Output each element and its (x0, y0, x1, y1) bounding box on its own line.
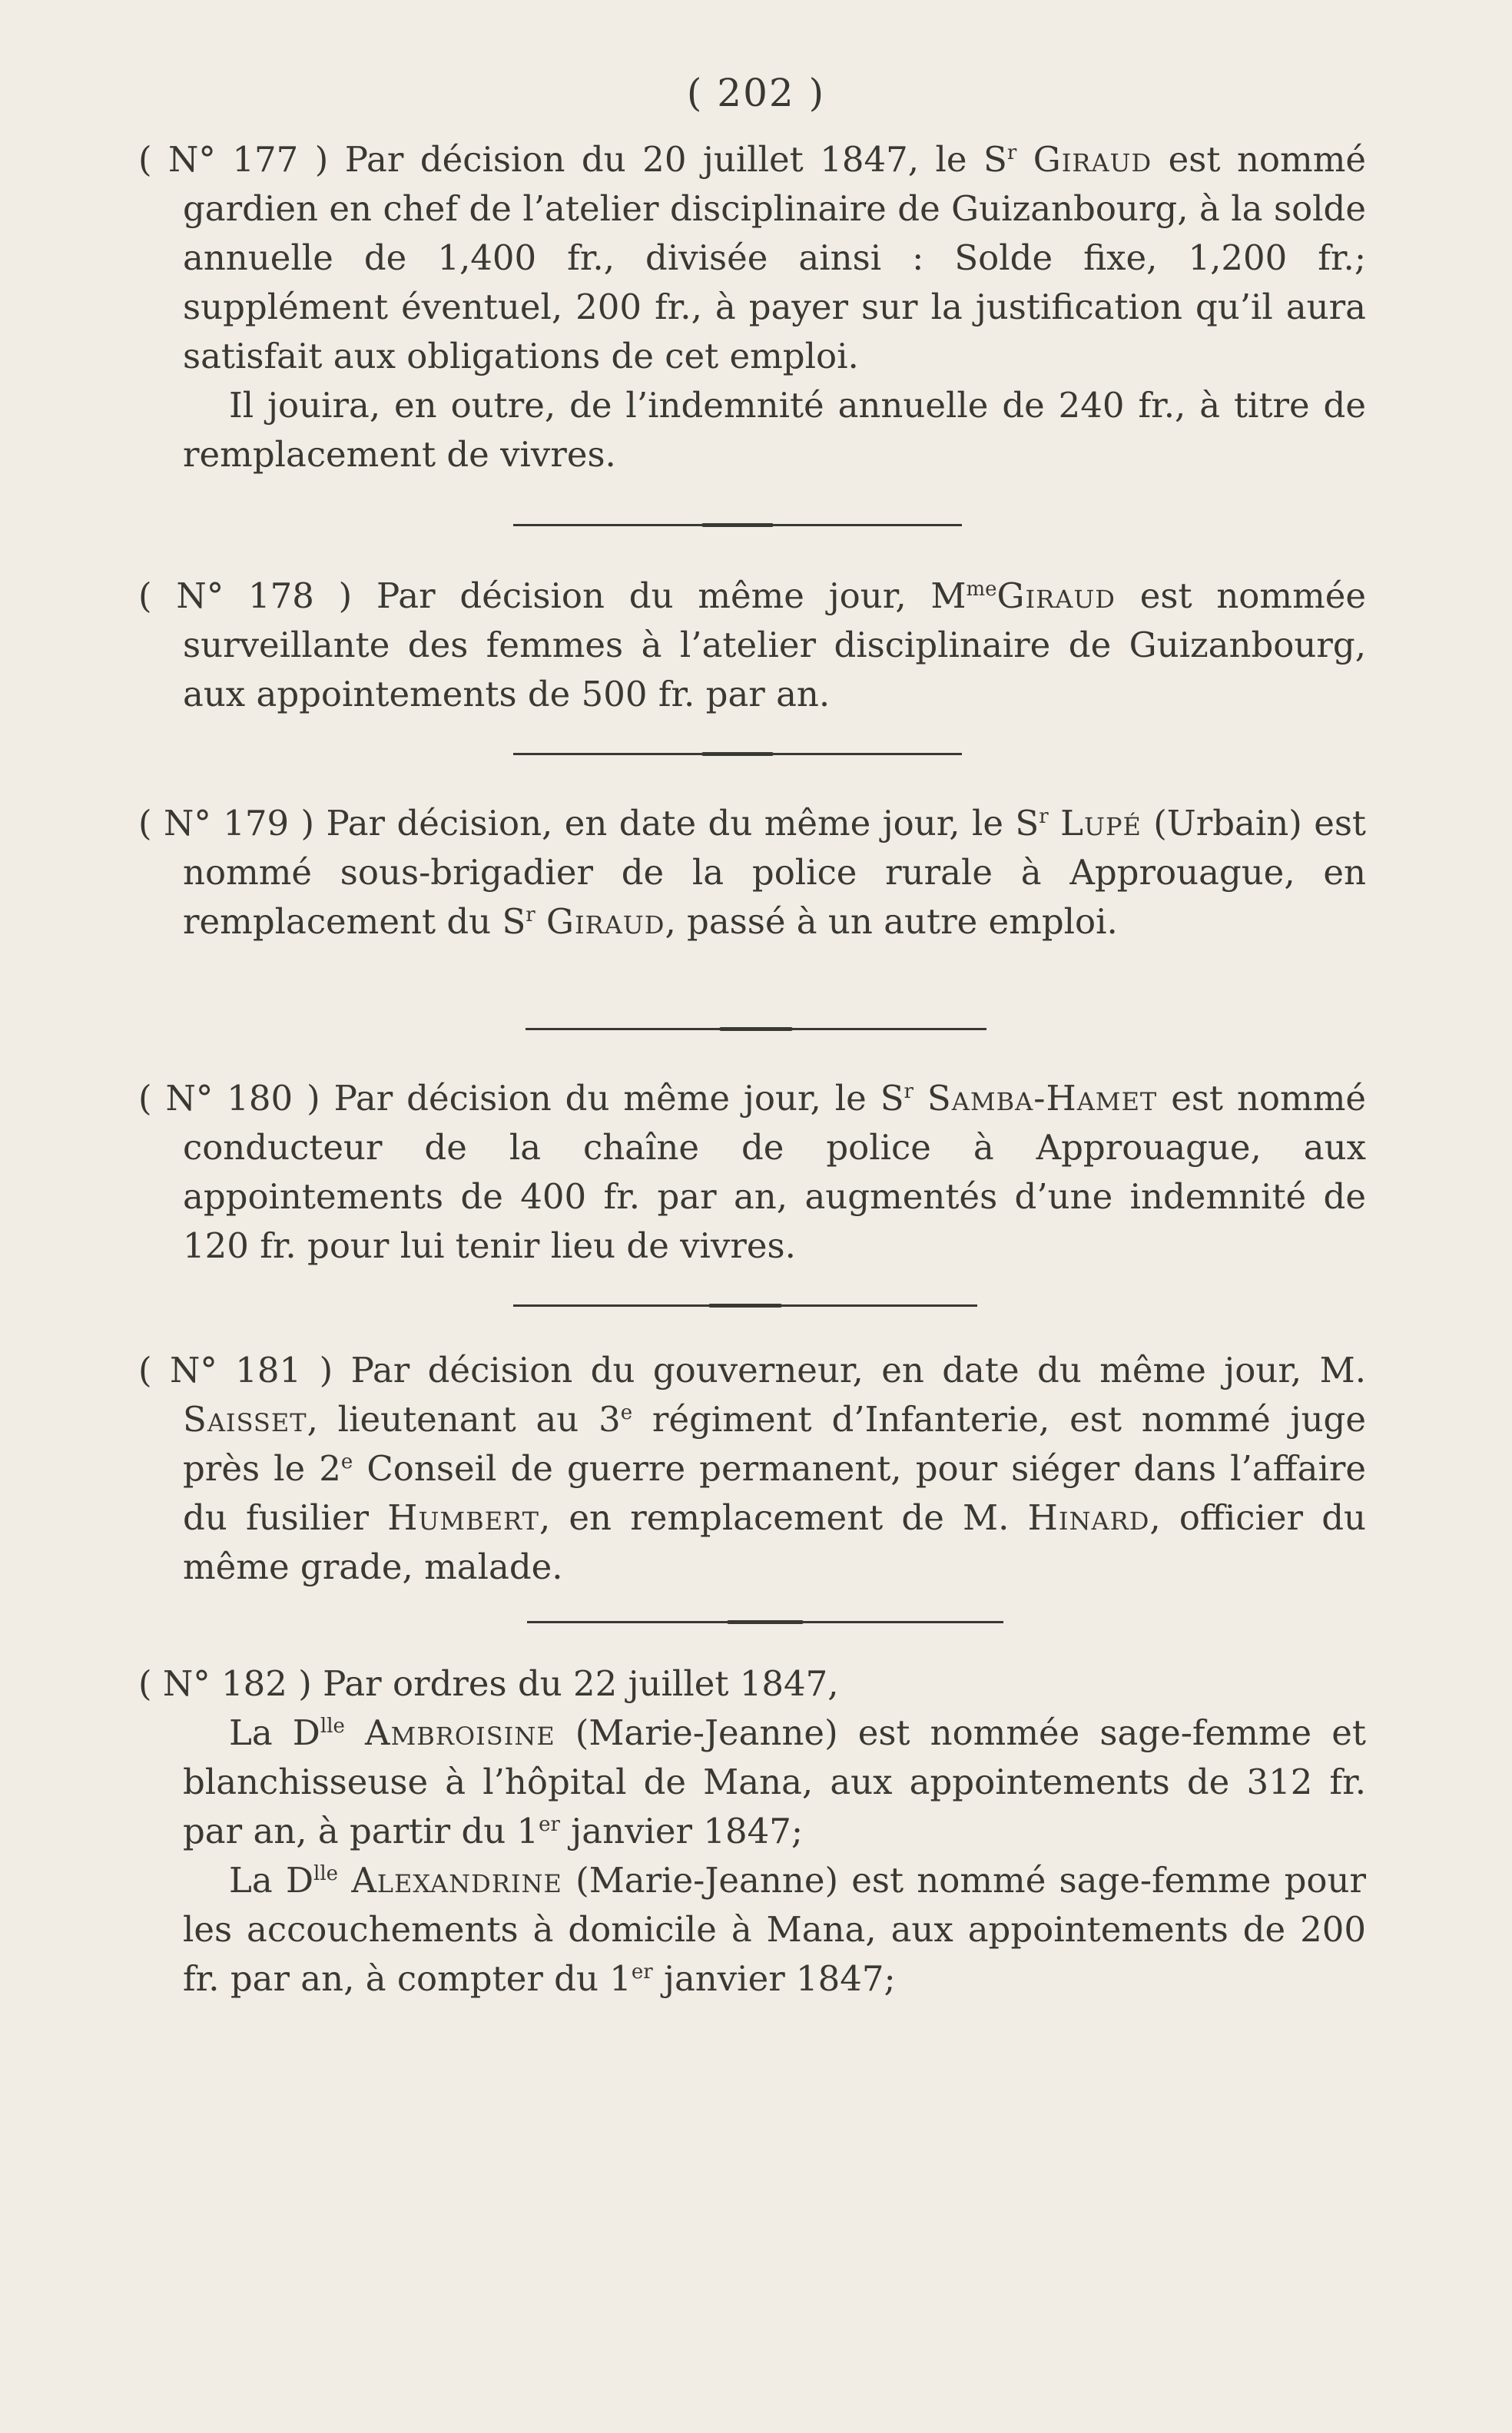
decision-177-paragraph-2: Il jouira, en outre, de l’indemnité annuelle de 240 fr., à titre de remplacement de vivres. (183, 385, 1366, 475)
separator-rule (527, 1621, 1003, 1623)
decision-177 (138, 135, 1366, 479)
person-name: Giraud (996, 575, 1116, 616)
entry-number: ( N° 181 ) (138, 1350, 333, 1391)
person-name: Humbert (387, 1497, 539, 1538)
decision-181 (138, 1346, 1366, 1592)
page-number: ( 202 ) (686, 71, 826, 115)
decision-182-text: ( N° 182 ) Par ordres du 22 juillet 1847, (138, 1663, 839, 1704)
separator-rule (513, 524, 962, 526)
decision-181-text: ( N° 181 ) Par décision du gouverneur, en date du même jour, M. Saisset, lieutenant au 3e régiment d’Infanterie, est nommé juge près le 2e Conseil de guerre permanent, pour siéger dans l’affaire du fusilier Humbert, en remplacement de M. Hinard, officier du même grade, malade. (138, 1350, 1366, 1587)
person-name: Lupé (1060, 803, 1142, 844)
person-name: Samba-Hamet (927, 1078, 1158, 1119)
separator-rule (513, 1304, 977, 1307)
separator-rule (513, 753, 962, 755)
decision-182-paragraph-2: La $D^{lle}$ Ambroisine (Marie-Jeanne) est nommée sage-femme et blanchisseuse à l’hôpital de Mana, aux appointements de 312 fr. par an, à partir du 1er janvier 1847; (183, 1712, 1366, 1851)
person-name: Hinard (1027, 1497, 1150, 1538)
person-name: Giraud (546, 901, 665, 942)
person-name: Saisset (183, 1399, 307, 1440)
entry-number: ( N° 179 ) (138, 803, 315, 844)
decision-177-text: ( N° 177 ) Par décision du 20 juillet 1847, le $S^r$ Giraud est nommé gardien en chef de l’atelier disciplinaire de Guizanbourg, à la solde annuelle de 1,400 fr., divisée ainsi : Solde fixe, 1,200 fr.; supplément éventuel, 200 fr., à payer sur la justification qu’il aura satisfait aux obligations de cet emploi. (138, 139, 1366, 376)
entry-number: ( N° 178 ) (138, 575, 353, 616)
person-name: Alexandrine (351, 1860, 562, 1901)
decision-179 (138, 799, 1367, 946)
person-name: Giraud (1033, 139, 1152, 180)
decision-178 (138, 572, 1367, 719)
person-name: Ambroisine (365, 1712, 555, 1753)
decision-180-text: ( N° 180 ) Par décision du même jour, le $S^r$ Samba-Hamet est nommé conducteur de la chaîne de police à Approuague, aux appointements de 400 fr. par an, augmentés d’une indemnité de 120 fr. pour lui tenir lieu de vivres. (138, 1078, 1366, 1266)
entry-number: ( N° 180 ) (138, 1078, 320, 1119)
decision-182-paragraph-3: La $D^{lle}$ Alexandrine (Marie-Jeanne) est nommé sage-femme pour les accouchements à domicile à Mana, aux appointements de 200 fr. par an, à compter du 1er janvier 1847; (183, 1860, 1366, 1999)
decision-179-text: ( N° 179 ) Par décision, en date du même jour, le $S^r$ Lupé (Urbain) est nommé sous-brigadier de la police rurale à Approuague, en remplacement du $S^r$ Giraud, passé à un autre emploi. (138, 803, 1367, 942)
separator-rule (526, 1028, 986, 1030)
decision-182 (138, 1659, 1366, 2004)
decision-178-text: ( N° 178 ) Par décision du même jour, $M^{me}Giraud$ est nommée surveillante des femmes à l’atelier disciplinaire de Guizanbourg, aux appointements de 500 fr. par an. (138, 575, 1367, 714)
decision-180 (138, 1074, 1366, 1271)
entry-number: ( N° 177 ) (138, 139, 329, 180)
entry-number: ( N° 182 ) (138, 1663, 312, 1704)
